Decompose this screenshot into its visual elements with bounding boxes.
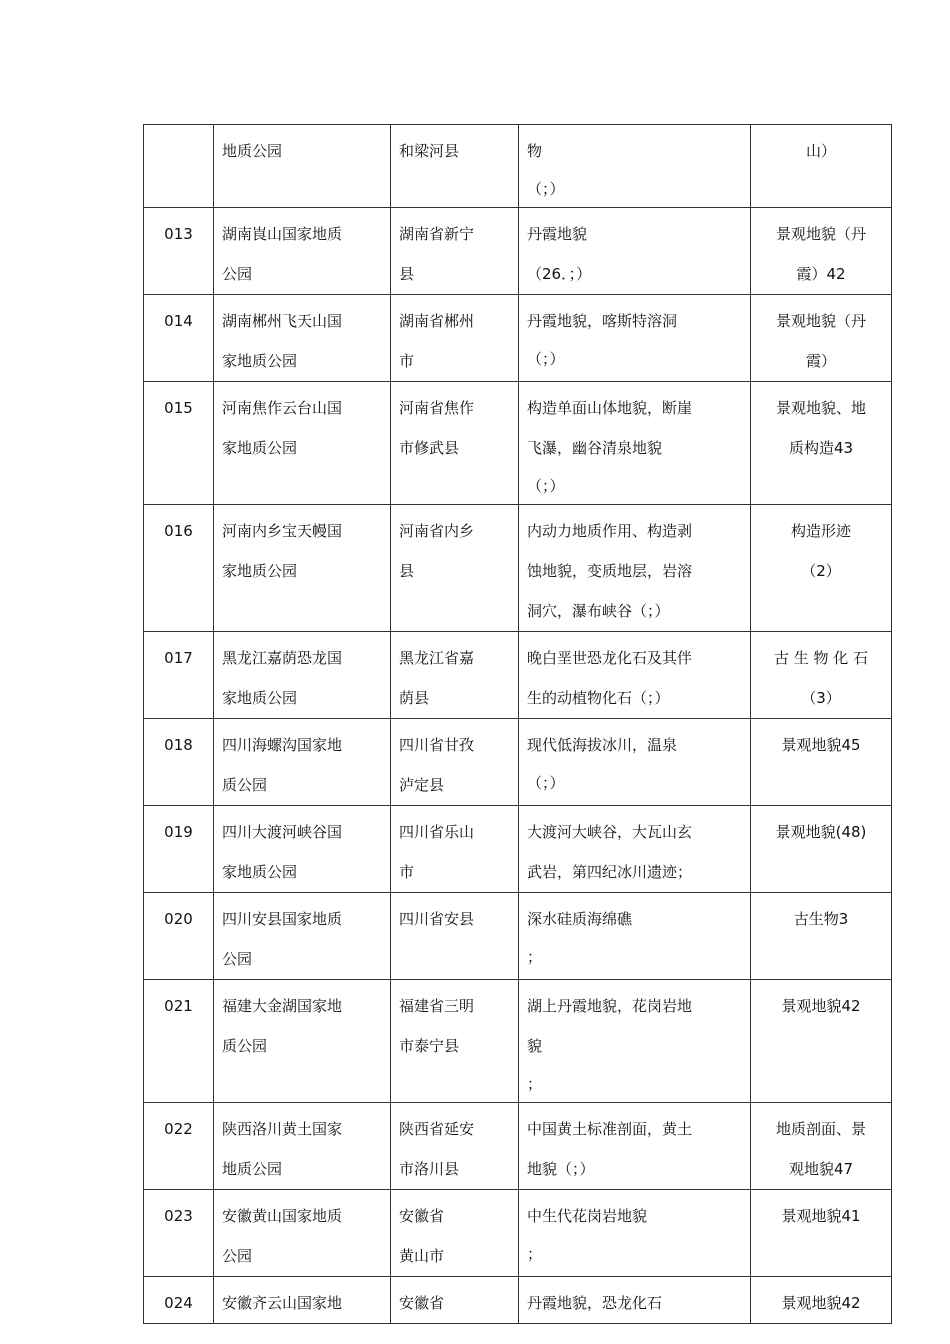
- park-features-line: 大渡河大峡谷，大瓦山玄: [527, 823, 693, 841]
- park-name-line: 质公园: [222, 776, 268, 794]
- park-number: 020: [164, 910, 193, 928]
- park-features-line: （26．；）: [527, 265, 592, 283]
- park-name-cell: [214, 505, 391, 632]
- park-location-line: 黄山市: [399, 1247, 445, 1265]
- park-features-line: ；: [527, 948, 543, 966]
- park-location-line: 福建省三明: [399, 997, 475, 1015]
- park-type-cell: [751, 806, 892, 893]
- park-name-line: 家地质公园: [222, 863, 298, 881]
- park-location-line: 和梁河县: [399, 142, 460, 160]
- park-features-line: 蚀地貌，变质地层，岩溶: [527, 562, 693, 580]
- park-name-line: 福建大金湖国家地: [222, 997, 343, 1015]
- table-row: [144, 719, 892, 806]
- park-name-line: 湖南崀山国家地质: [222, 225, 343, 243]
- park-name-line: 地质公园: [222, 142, 283, 160]
- park-name-line: 陕西洛川黄土国家: [222, 1120, 343, 1138]
- park-number: 017: [164, 649, 193, 667]
- park-name-cell: [214, 980, 391, 1103]
- park-name-cell: [214, 1103, 391, 1190]
- park-features-line: 飞瀑，幽谷清泉地貌: [527, 439, 663, 457]
- park-location-cell: [391, 382, 519, 505]
- park-number-cell: [144, 1103, 214, 1190]
- park-type-line: 地质剖面、景: [775, 1120, 866, 1138]
- park-features-line: ；: [527, 1075, 543, 1093]
- park-type-line: （2）: [801, 562, 841, 580]
- park-location-cell: [391, 980, 519, 1103]
- park-type-cell: [751, 125, 892, 208]
- park-features-cell: [519, 505, 751, 632]
- park-type-line: 古生物3: [793, 910, 849, 928]
- park-location-cell: [391, 632, 519, 719]
- park-location-cell: [391, 208, 519, 295]
- park-location-line: 安徽省: [399, 1207, 445, 1225]
- park-location-line: 四川省安县: [399, 910, 475, 928]
- park-features-cell: [519, 1277, 751, 1324]
- park-type-line: 山）: [805, 142, 836, 160]
- park-location-line: 县: [399, 562, 415, 580]
- park-location-line: 市洛川县: [399, 1160, 460, 1178]
- park-type-cell: [751, 505, 892, 632]
- park-features-line: 武岩，第四纪冰川遗迹；: [527, 863, 693, 881]
- park-name-line: 公园: [222, 1247, 253, 1265]
- park-type-cell: [751, 295, 892, 382]
- park-type-line: 构造形迹: [790, 522, 851, 540]
- park-name-line: 安徽齐云山国家地: [222, 1294, 343, 1312]
- park-type-line: 景观地貌45: [781, 736, 861, 754]
- park-number: 021: [164, 997, 193, 1015]
- park-features-cell: [519, 295, 751, 382]
- park-features-line: 内动力地质作用、构造剥: [527, 522, 693, 540]
- park-number-cell: [144, 125, 214, 208]
- park-features-line: 丹霞地貌: [527, 225, 588, 243]
- park-features-cell: [519, 1190, 751, 1277]
- park-features-cell: [519, 806, 751, 893]
- park-number: 019: [164, 823, 193, 841]
- park-type-line: 景观地貌、地: [775, 399, 866, 417]
- park-number-cell: [144, 893, 214, 980]
- park-name-cell: [214, 719, 391, 806]
- park-number: 022: [164, 1120, 193, 1138]
- table-row: [144, 208, 892, 295]
- park-type-line: 质构造43: [788, 439, 854, 457]
- park-type-cell: [751, 382, 892, 505]
- park-name-cell: [214, 893, 391, 980]
- park-name-cell: [214, 125, 391, 208]
- park-number-cell: [144, 1277, 214, 1324]
- park-location-line: 四川省甘孜: [399, 736, 475, 754]
- park-location-line: 河南省内乡: [399, 522, 475, 540]
- park-location-cell: [391, 125, 519, 208]
- park-number: 014: [164, 312, 193, 330]
- park-features-cell: [519, 893, 751, 980]
- park-type-line: 景观地貌42: [781, 1294, 861, 1312]
- table-row: [144, 1277, 892, 1324]
- park-type-line: （3）: [801, 689, 841, 707]
- park-name-line: 公园: [222, 265, 253, 283]
- table-row: [144, 295, 892, 382]
- park-name-line: 安徽黄山国家地质: [222, 1207, 343, 1225]
- park-features-cell: [519, 980, 751, 1103]
- park-type-line: 霞）42: [796, 265, 846, 283]
- park-features-line: 物: [527, 142, 543, 160]
- park-features-line: 深水硅质海绵礁: [527, 910, 633, 928]
- park-type-cell: [751, 632, 892, 719]
- park-name-cell: [214, 1277, 391, 1324]
- park-number-cell: [144, 632, 214, 719]
- table-row: [144, 382, 892, 505]
- park-location-line: 市泰宁县: [399, 1037, 460, 1055]
- park-name-line: 质公园: [222, 1037, 268, 1055]
- park-location-cell: [391, 295, 519, 382]
- park-location-cell: [391, 1103, 519, 1190]
- park-features-line: 丹霞地貌，喀斯特溶洞: [527, 312, 678, 330]
- park-location-line: 市: [399, 863, 415, 881]
- park-name-line: 家地质公园: [222, 562, 298, 580]
- park-features-line: 中生代花岗岩地貌: [527, 1207, 648, 1225]
- park-location-line: 市: [399, 352, 415, 370]
- park-location-cell: [391, 893, 519, 980]
- park-features-line: （；）: [527, 180, 565, 198]
- park-features-line: ；: [527, 1245, 543, 1263]
- park-location-line: 河南省焦作: [399, 399, 475, 417]
- table-row: [144, 1190, 892, 1277]
- park-features-cell: [519, 632, 751, 719]
- park-type-cell: [751, 893, 892, 980]
- park-type-line: 景观地貌(48): [775, 823, 867, 841]
- park-features-line: 中国黄土标准剖面，黄土: [527, 1120, 693, 1138]
- park-location-line: 荫县: [399, 689, 430, 707]
- park-number: 018: [164, 736, 193, 754]
- park-location-line: 安徽省: [399, 1294, 445, 1312]
- park-number-cell: [144, 1190, 214, 1277]
- park-features-line: 晚白垩世恐龙化石及其伴: [527, 649, 693, 667]
- park-name-cell: [214, 382, 391, 505]
- table-row: [144, 980, 892, 1103]
- park-location-cell: [391, 806, 519, 893]
- table-body: [144, 125, 892, 1324]
- park-name-cell: [214, 806, 391, 893]
- park-location-line: 陕西省延安: [399, 1120, 475, 1138]
- park-features-line: （；）: [527, 477, 565, 495]
- park-location-cell: [391, 505, 519, 632]
- park-type-line: 景观地貌（丹: [775, 312, 866, 330]
- park-features-line: 貌: [527, 1037, 543, 1055]
- table-row: [144, 893, 892, 980]
- park-name-cell: [214, 295, 391, 382]
- park-features-line: 湖上丹霞地貌，花岗岩地: [527, 997, 693, 1015]
- table-row: [144, 632, 892, 719]
- park-features-cell: [519, 125, 751, 208]
- park-location-cell: [391, 1190, 519, 1277]
- park-features-line: 现代低海拔冰川，温泉: [527, 736, 678, 754]
- park-features-cell: [519, 719, 751, 806]
- park-number-cell: [144, 806, 214, 893]
- park-features-line: 构造单面山体地貌，断崖: [527, 399, 693, 417]
- park-type-cell: [751, 1190, 892, 1277]
- park-type-cell: [751, 1277, 892, 1324]
- park-name-line: 四川大渡河峡谷国: [222, 823, 343, 841]
- park-type-line: 观地貌47: [788, 1160, 854, 1178]
- park-features-line: （；）: [527, 774, 565, 792]
- park-number-cell: [144, 505, 214, 632]
- park-location-line: 市修武县: [399, 439, 460, 457]
- park-name-cell: [214, 1190, 391, 1277]
- park-features-line: （；）: [527, 350, 565, 368]
- park-features-line: 洞穴，瀑布峡谷（；）: [527, 602, 670, 620]
- park-features-line: 地貌（；）: [527, 1160, 595, 1178]
- park-number-cell: [144, 208, 214, 295]
- park-number: 023: [164, 1207, 193, 1225]
- park-name-line: 家地质公园: [222, 689, 298, 707]
- park-name-cell: [214, 208, 391, 295]
- park-type-line: 霞）: [805, 352, 836, 370]
- park-name-line: 家地质公园: [222, 439, 298, 457]
- park-features-cell: [519, 1103, 751, 1190]
- park-name-line: 黑龙江嘉荫恐龙国: [222, 649, 343, 667]
- table-row: [144, 125, 892, 208]
- park-number: 013: [164, 225, 193, 243]
- park-number: 015: [164, 399, 193, 417]
- park-type-line: 景观地貌41: [781, 1207, 861, 1225]
- park-location-line: 黑龙江省嘉: [399, 649, 475, 667]
- park-location-line: 湖南省郴州: [399, 312, 475, 330]
- table-row: [144, 1103, 892, 1190]
- park-type-cell: [751, 719, 892, 806]
- table-row: [144, 806, 892, 893]
- geopark-table: [143, 124, 892, 1324]
- park-name-line: 四川海螺沟国家地: [222, 736, 343, 754]
- park-number-cell: [144, 980, 214, 1103]
- park-number: 016: [164, 522, 193, 540]
- park-name-line: 河南内乡宝天幔国: [222, 522, 343, 540]
- park-type-cell: [751, 980, 892, 1103]
- park-location-cell: [391, 719, 519, 806]
- park-type-line: 古 生 物 化 石: [773, 649, 869, 667]
- park-type-line: 景观地貌（丹: [775, 225, 866, 243]
- park-location-line: 县: [399, 265, 415, 283]
- park-location-cell: [391, 1277, 519, 1324]
- park-features-cell: [519, 208, 751, 295]
- park-features-cell: [519, 382, 751, 505]
- table-row: [144, 505, 892, 632]
- park-name-line: 湖南郴州飞天山国: [222, 312, 343, 330]
- park-number-cell: [144, 382, 214, 505]
- park-location-line: 泸定县: [399, 776, 445, 794]
- park-number-cell: [144, 295, 214, 382]
- park-location-line: 四川省乐山: [399, 823, 475, 841]
- park-name-line: 公园: [222, 950, 253, 968]
- park-location-line: 湖南省新宁: [399, 225, 475, 243]
- park-number-cell: [144, 719, 214, 806]
- park-name-line: 四川安县国家地质: [222, 910, 343, 928]
- park-type-cell: [751, 208, 892, 295]
- park-features-line: 丹霞地貌，恐龙化石: [527, 1294, 663, 1312]
- park-name-line: 家地质公园: [222, 352, 298, 370]
- park-features-line: 生的动植物化石（；）: [527, 689, 670, 707]
- park-type-line: 景观地貌42: [781, 997, 861, 1015]
- park-name-line: 地质公园: [222, 1160, 283, 1178]
- park-name-line: 河南焦作云台山国: [222, 399, 343, 417]
- park-name-cell: [214, 632, 391, 719]
- park-type-cell: [751, 1103, 892, 1190]
- park-number: 024: [164, 1294, 193, 1312]
